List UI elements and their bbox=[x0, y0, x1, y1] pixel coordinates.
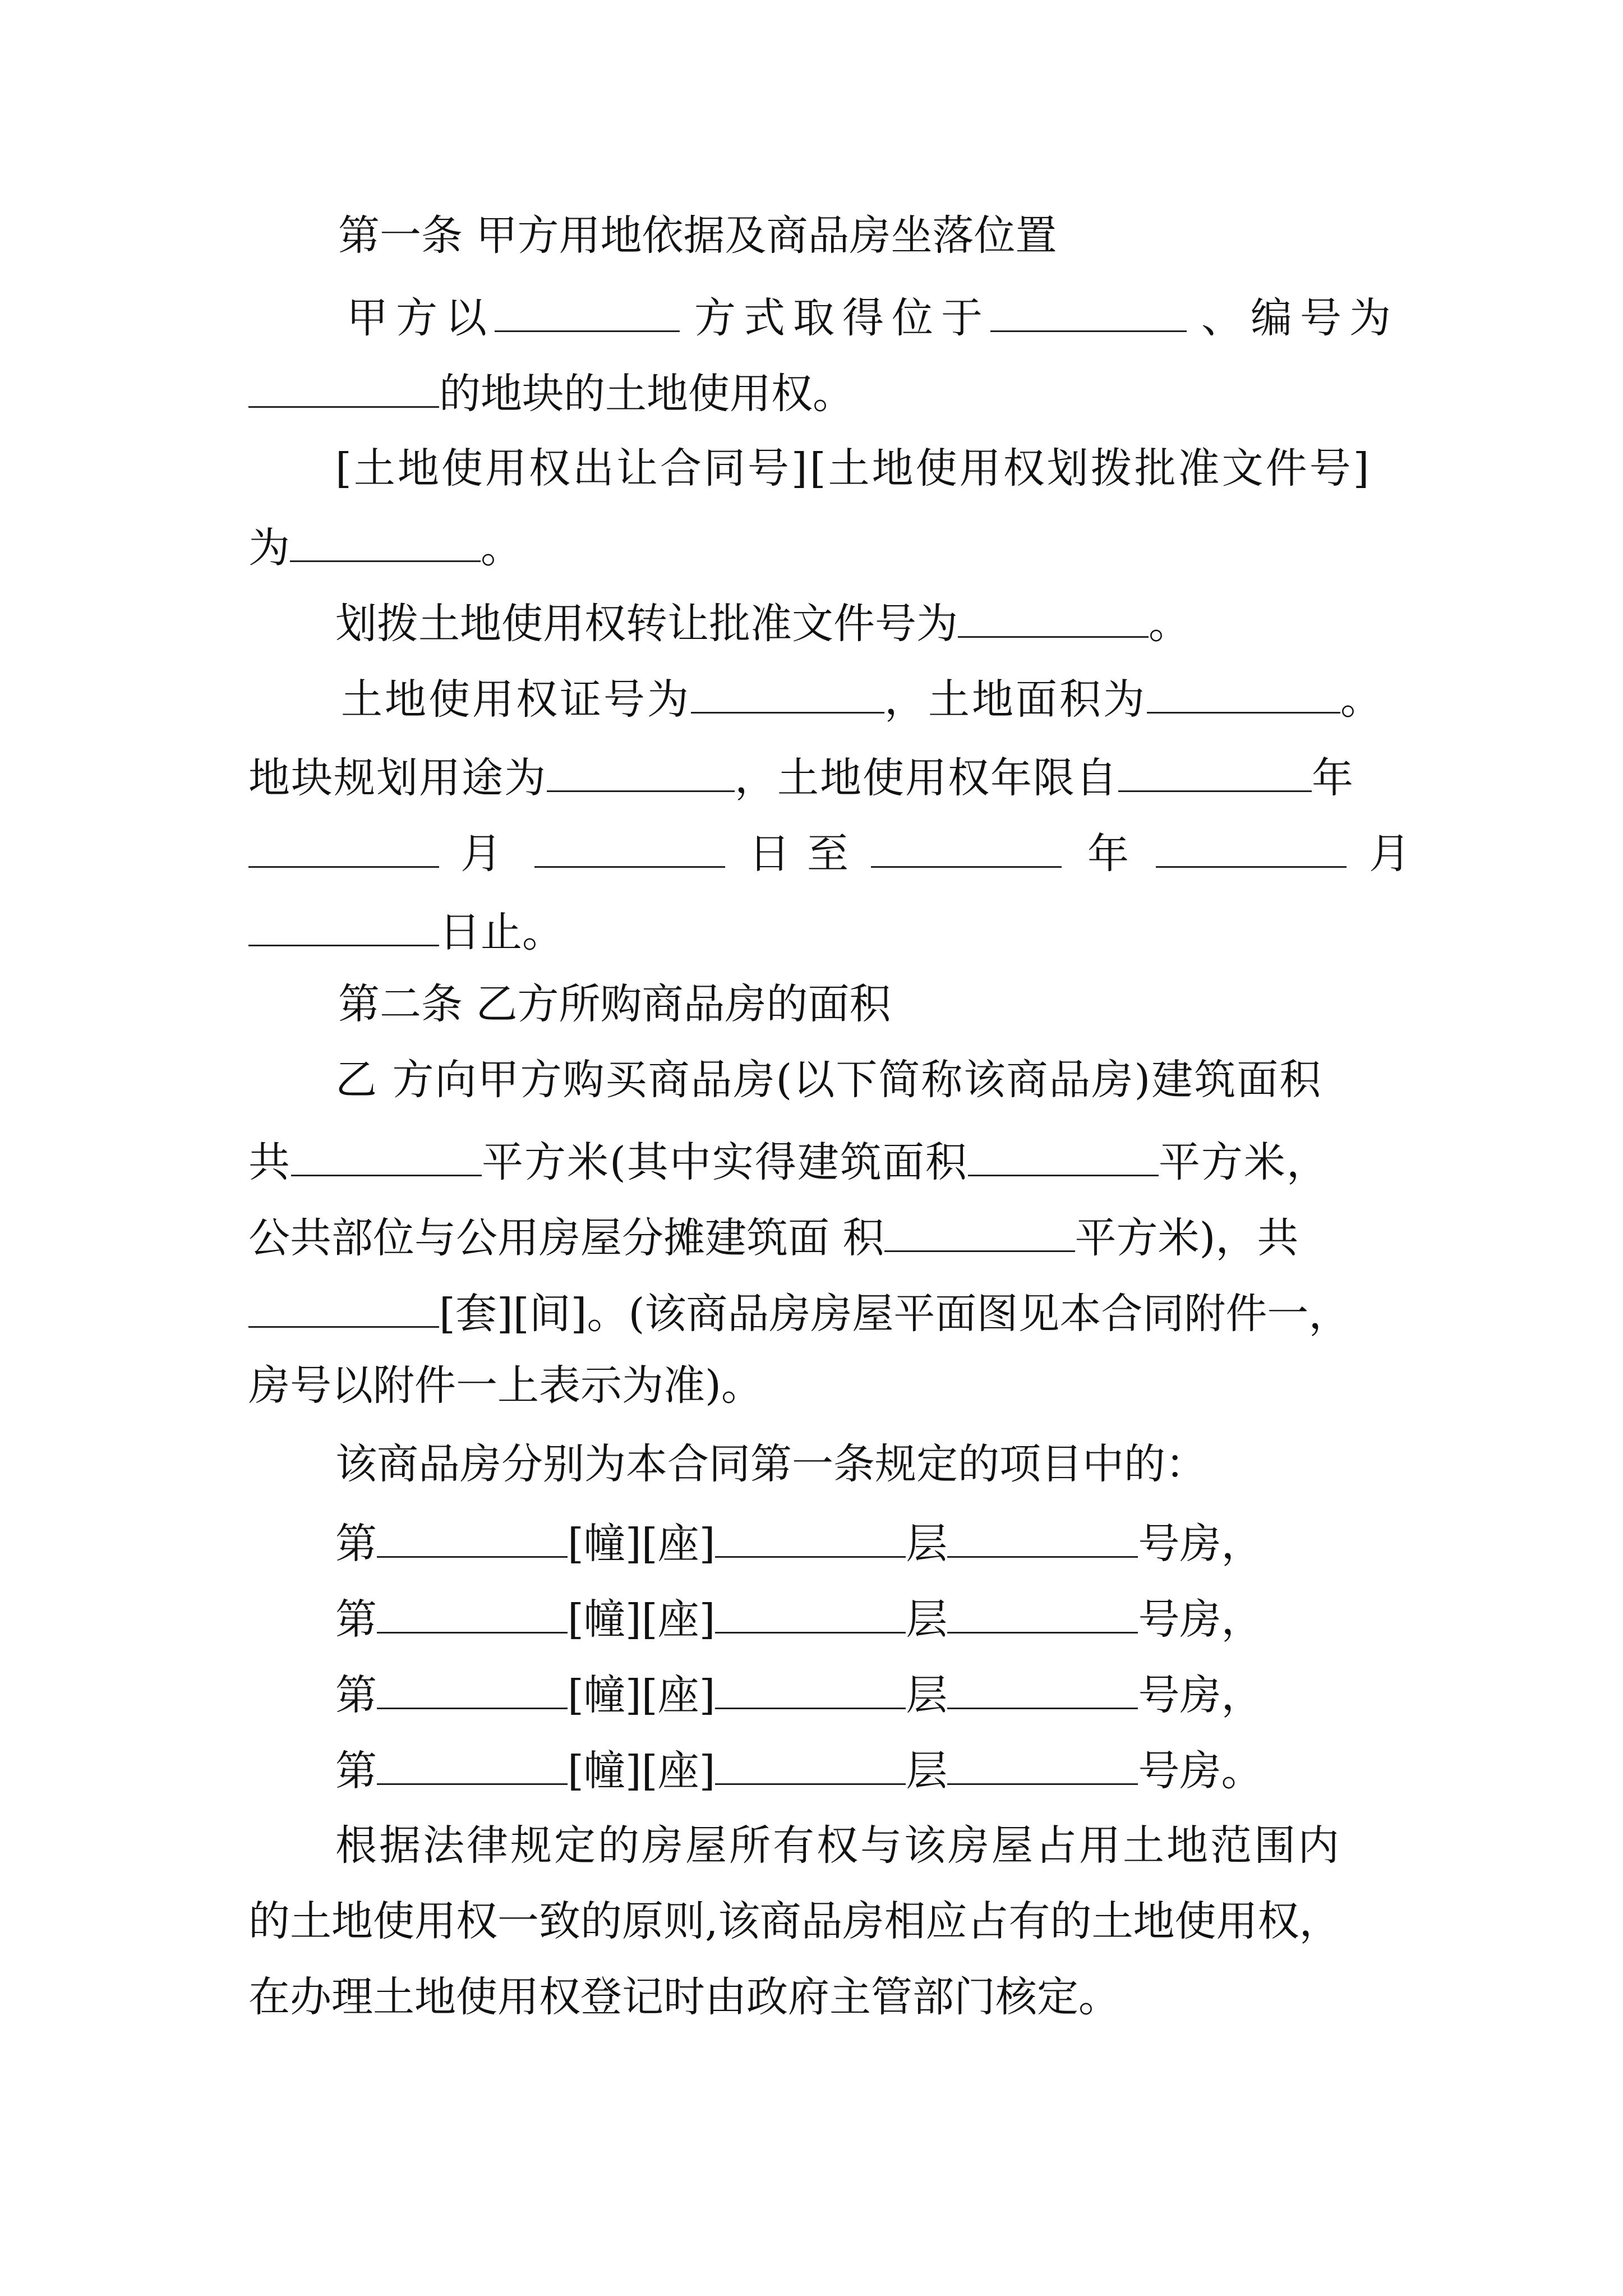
article-1-line-2: 的地块的土地使用权。 bbox=[248, 365, 1623, 415]
article-2-para-1: 乙 方向甲方购买商品房(以下简称该商品房)建筑面积 bbox=[335, 1056, 1322, 1104]
article-1-line-3: [土地使用权出让合同号][土地使用权划拨批准文件号] bbox=[335, 444, 1372, 493]
article-2-title: 第二条 乙方所购商品房的面积 bbox=[338, 980, 891, 1028]
unit-row: 第 [幢][座] 层 号房， bbox=[335, 1666, 1623, 1717]
floor-number-field[interactable] bbox=[715, 1590, 906, 1634]
building-number-field[interactable] bbox=[377, 1590, 568, 1634]
room-number-field[interactable] bbox=[947, 1742, 1138, 1785]
unit-row: 第 [幢][座] 层 号房， bbox=[335, 1590, 1623, 1641]
blank-field[interactable] bbox=[1118, 749, 1312, 792]
article-2-para-3: 公共部位与公用房屋分摊建筑面 积 平方米)，共 bbox=[248, 1209, 1623, 1259]
building-number-field[interactable] bbox=[377, 1515, 568, 1558]
article-2-para-4: [套][间]。(该商品房房屋平面图见本合同附件一， bbox=[248, 1285, 1623, 1335]
blank-field[interactable] bbox=[248, 365, 439, 408]
unit-row: 第 [幢][座] 层 号房， bbox=[335, 1515, 1623, 1565]
article-1-line-6: 土地使用权证号为 ，土地面积为 。 bbox=[341, 670, 1623, 721]
article-2-para-8: 的土地使用权一致的原则,该商品房相应占有的土地使用权， bbox=[248, 1897, 1341, 1945]
blank-field[interactable] bbox=[495, 289, 680, 332]
blank-field[interactable] bbox=[958, 595, 1149, 638]
room-number-field[interactable] bbox=[947, 1515, 1138, 1558]
floor-number-field[interactable] bbox=[715, 1742, 906, 1785]
blank-field[interactable] bbox=[290, 519, 481, 562]
blank-field[interactable] bbox=[291, 1133, 482, 1176]
room-number-field[interactable] bbox=[947, 1666, 1138, 1709]
blank-field[interactable] bbox=[1156, 825, 1347, 868]
article-2-para-2: 共 平方米(其中实得建筑面积 平方米， bbox=[248, 1133, 1623, 1184]
building-number-field[interactable] bbox=[377, 1742, 568, 1785]
floor-number-field[interactable] bbox=[715, 1666, 906, 1709]
article-2-para-6: 该商品房分别为本合同第一条规定的项目中的： bbox=[335, 1440, 1207, 1488]
room-number-field[interactable] bbox=[947, 1590, 1138, 1634]
article-1-line-4: 为 。 bbox=[248, 519, 1623, 569]
blank-field[interactable] bbox=[248, 903, 439, 946]
article-1-line-7: 地块规划用途为 ，土地使用权年限自 年 bbox=[248, 749, 1623, 799]
article-1-line-9: 日止。 bbox=[248, 903, 1623, 954]
blank-field[interactable] bbox=[248, 1285, 439, 1328]
blank-field[interactable] bbox=[884, 1209, 1075, 1252]
blank-field[interactable] bbox=[691, 670, 884, 714]
building-number-field[interactable] bbox=[377, 1666, 568, 1709]
floor-number-field[interactable] bbox=[715, 1515, 906, 1558]
blank-field[interactable] bbox=[1147, 670, 1340, 714]
blank-field[interactable] bbox=[547, 749, 735, 792]
article-1-line-5: 划拨土地使用权转让批准文件号为 。 bbox=[335, 595, 1623, 645]
blank-field[interactable] bbox=[871, 825, 1062, 868]
blank-field[interactable] bbox=[248, 825, 439, 868]
article-2-para-7: 根据法律规定的房屋所有权与该房屋占用土地范围内 bbox=[335, 1821, 1341, 1870]
blank-field[interactable] bbox=[534, 825, 725, 868]
unit-row: 第 [幢][座] 层 号房。 bbox=[335, 1742, 1623, 1792]
article-1-line-1: 甲方以 方式取得位于 、编号为 bbox=[347, 289, 1623, 339]
blank-field[interactable] bbox=[990, 289, 1187, 332]
article-2-para-5: 房号以附件一上表示为准)。 bbox=[248, 1361, 763, 1410]
article-1-line-8: 月 日至 年 月 bbox=[248, 825, 1623, 875]
article-2-para-9: 在办理土地使用权登记时由政府主管部门核定。 bbox=[248, 1973, 1120, 2021]
blank-field[interactable] bbox=[968, 1133, 1159, 1176]
article-1-title: 第一条 甲方用地依据及商品房坐落位置 bbox=[338, 211, 1057, 260]
